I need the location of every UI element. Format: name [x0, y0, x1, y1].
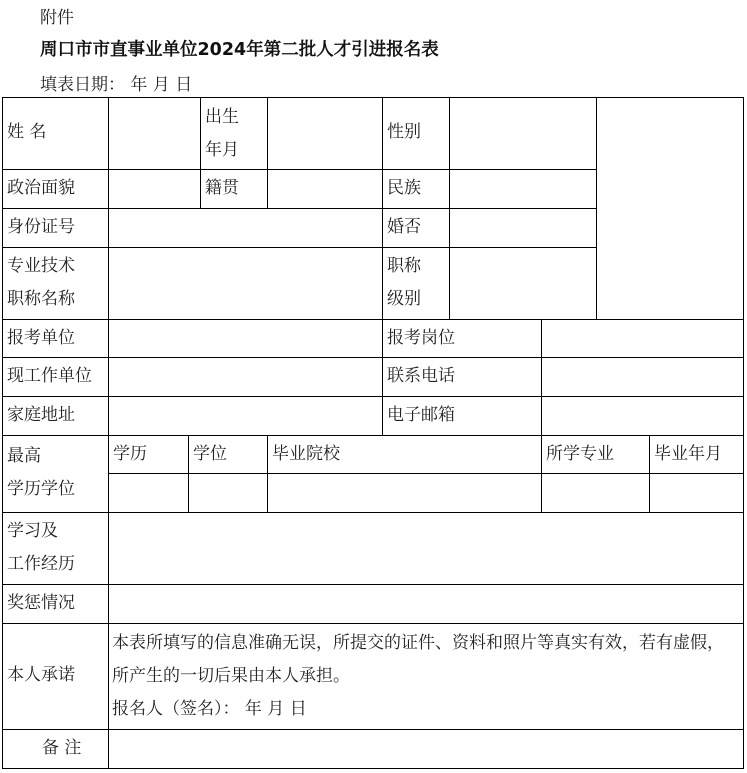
label-remarks: 备 注 [42, 738, 82, 758]
label-history-line1: 学习及 [7, 521, 58, 541]
table-rule [649, 435, 650, 513]
table-rule [108, 97, 109, 769]
col-degree: 学位 [193, 444, 227, 464]
table-rule [596, 97, 597, 320]
label-politics: 政治面貌 [7, 178, 75, 198]
pledge-signature: 报名人（签名）： 年 月 日 [112, 699, 307, 719]
table-rule [2, 208, 597, 209]
table-rule [541, 435, 542, 513]
label-birth-line2: 年月 [205, 140, 239, 160]
label-id-number: 身份证号 [7, 217, 75, 237]
label-name: 姓 名 [7, 122, 47, 142]
label-edu-line2: 学历学位 [7, 479, 75, 499]
label-title-line2: 职称名称 [7, 289, 75, 309]
table-border [743, 97, 744, 769]
label-edu-line1: 最高 [7, 446, 41, 466]
label-phone: 联系电话 [387, 366, 455, 386]
label-apply-unit: 报考单位 [7, 328, 75, 348]
table-rule [2, 623, 744, 624]
table-rule [2, 247, 597, 248]
label-address: 家庭地址 [7, 405, 75, 425]
table-rule [541, 319, 542, 436]
label-current-unit: 现工作单位 [7, 366, 92, 386]
label-ethnicity: 民族 [387, 178, 421, 198]
label-history-line2: 工作经历 [7, 554, 75, 574]
table-rule [267, 435, 268, 513]
table-rule [200, 97, 201, 209]
table-border [2, 97, 3, 769]
table-rule [2, 435, 744, 436]
label-pledge: 本人承诺 [7, 665, 75, 685]
label-gender: 性别 [387, 122, 421, 142]
table-rule [2, 319, 744, 320]
col-major: 所学专业 [546, 444, 614, 464]
label-birth-line1: 出生 [205, 107, 239, 127]
table-rule [2, 357, 744, 358]
pledge-text: 本表所填写的信息准确无误，所提交的证件、资料和照片等真实有效，若有虚假，所产生的一切后果由本人承担。 [112, 633, 724, 686]
col-graduation-date: 毕业年月 [654, 444, 722, 464]
col-school: 毕业院校 [272, 444, 340, 464]
label-title-line1: 专业技术 [7, 256, 75, 276]
table-rule [188, 435, 189, 513]
table-rule [2, 169, 597, 170]
table-border [2, 768, 744, 769]
table-border [2, 97, 744, 98]
table-rule [267, 97, 268, 209]
label-marital: 婚否 [387, 217, 421, 237]
label-native-place: 籍贯 [205, 178, 239, 198]
form-title: 周口市市直事业单位2024年第二批人才引进报名表 [40, 40, 439, 60]
fill-date: 填表日期： 年 月 日 [40, 75, 193, 95]
label-apply-post: 报考岗位 [387, 328, 455, 348]
label-awards: 奖惩情况 [7, 593, 75, 613]
table-rule [2, 396, 744, 397]
label-level-line2: 级别 [387, 289, 421, 309]
label-level-line1: 职称 [387, 256, 421, 276]
table-rule [449, 97, 450, 320]
col-degree-level: 学历 [113, 444, 147, 464]
annex-label: 附件 [40, 8, 74, 28]
table-rule [2, 729, 744, 730]
label-email: 电子邮箱 [387, 405, 455, 425]
table-rule [2, 512, 744, 513]
table-rule [382, 97, 383, 436]
table-rule [2, 584, 744, 585]
